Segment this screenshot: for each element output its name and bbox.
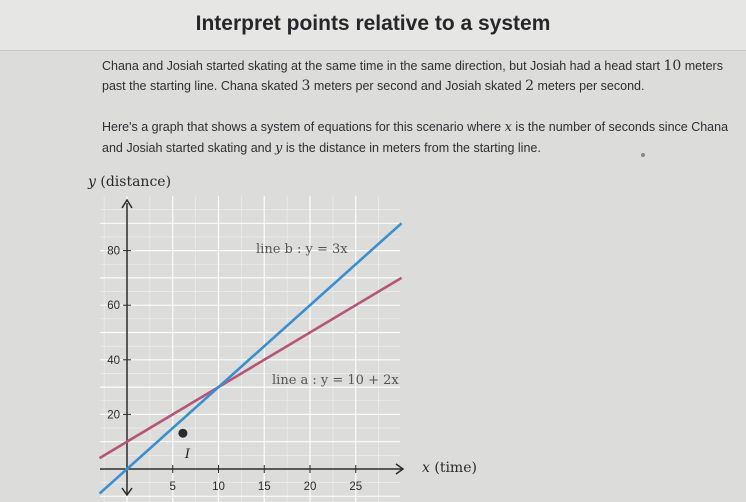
p1-number-chana-rate: 3 xyxy=(301,78,311,94)
plot-area xyxy=(100,196,400,502)
p1-text-c: meters per second and Josiah skated xyxy=(310,79,526,93)
page-title: Interpret points relative to a system xyxy=(195,12,551,35)
y-tick-label: 60 xyxy=(107,300,120,313)
y-tick-label: 20 xyxy=(107,409,120,422)
x-tick-label: 5 xyxy=(169,481,176,493)
p1-number-head-start: 10 xyxy=(663,58,682,74)
p1-text-a: Chana and Josiah started skating at the same time in the same direction, but Josiah had a head start xyxy=(102,59,664,73)
y-tick-label: 80 xyxy=(107,245,120,258)
line-b-label: line b : y = 3x xyxy=(256,242,348,257)
p2-text-a: Here's a graph that shows a system of equations for this scenario where xyxy=(102,120,505,134)
p1-text-d: meters per second. xyxy=(534,79,645,93)
point-label: I xyxy=(184,447,191,463)
x-tick-label: 15 xyxy=(257,481,271,493)
x-tick-label: 25 xyxy=(349,481,363,493)
x-axis-word: (time) xyxy=(429,460,477,476)
p1-text-b: meters past the starting line. Chana skated xyxy=(102,59,723,93)
p2-variable-x: x xyxy=(504,120,512,135)
p2-variable-y: y xyxy=(275,141,283,156)
x-tick-label: 10 xyxy=(212,481,225,493)
y-axis-variable: y xyxy=(88,174,96,190)
y-tick-label: 40 xyxy=(107,354,120,367)
p2-text-c: is the distance in meters from the starting line. xyxy=(282,141,541,155)
line-a-label: line a : y = 10 + 2x xyxy=(272,373,399,388)
x-axis-variable: x xyxy=(422,460,430,476)
y-axis-word: (distance) xyxy=(95,174,172,190)
point-marker xyxy=(178,429,187,438)
p1-number-josiah-rate: 2 xyxy=(525,78,534,94)
x-tick-label: 20 xyxy=(303,481,317,493)
p2-text-b: is the number of seconds since Chana and Josiah started skating and xyxy=(102,120,729,155)
